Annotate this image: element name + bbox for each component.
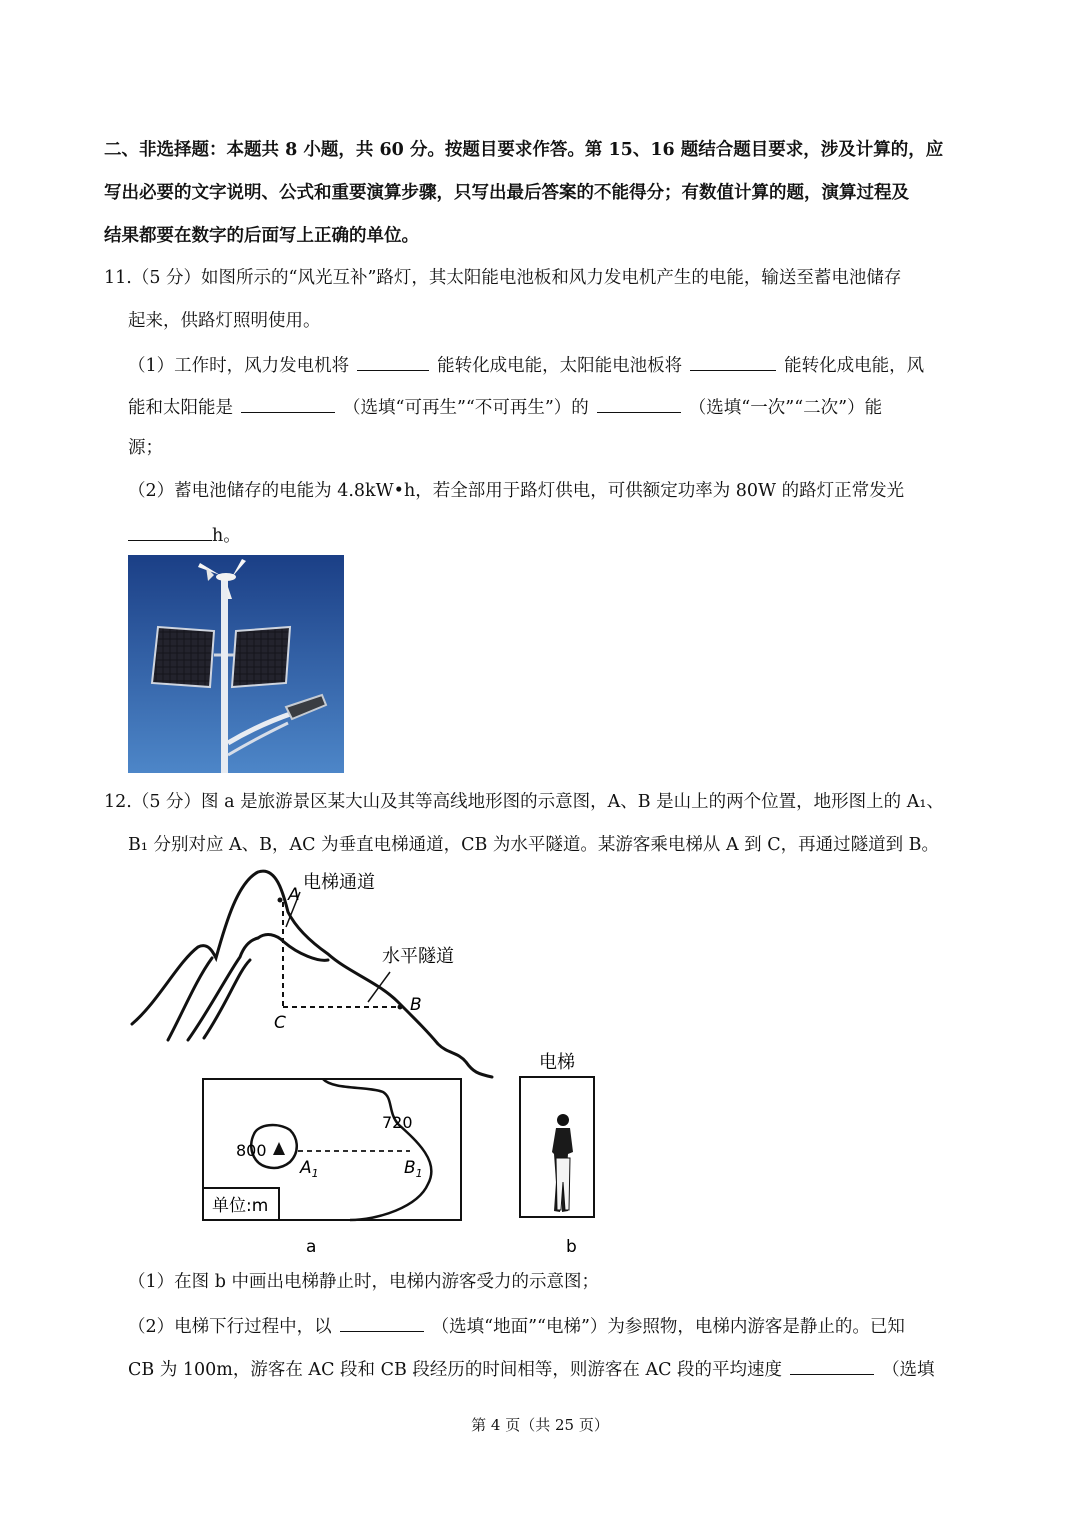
- q11-part1-text-a: （1）工作时，风力发电机将: [128, 356, 350, 376]
- section-header-line-3: 结果都要在数字的后面写上正确的单位。: [104, 226, 419, 246]
- q11-part1-text-c: 能转化成电能，风: [784, 356, 925, 376]
- street-lamp-illustration: [128, 555, 344, 773]
- q11-stem-line-2: 起来，供路灯照明使用。: [128, 311, 321, 331]
- answer-blank[interactable]: [690, 352, 776, 371]
- q11-part1-line-2: [128, 394, 882, 420]
- q12-part2-line-2: [128, 1356, 935, 1382]
- answer-blank[interactable]: [128, 522, 212, 541]
- q11-part1-text-f: （选填“一次”“二次”）能: [688, 398, 883, 418]
- q12-part2-line-1: [128, 1313, 905, 1339]
- q11-part1-line-1: [128, 352, 924, 378]
- q12-stem-line-1: 12.（5 分）图 a 是旅游景区某大山及其等高线地形图的示意图，A、B 是山上的两个位置，地形图上的 A₁、: [104, 792, 944, 812]
- q12-part2-text-c: CB 为 100m，游客在 AC 段和 CB 段经历的时间相等，则游客在 AC 段的平均速度: [128, 1360, 783, 1380]
- q11-part2-line-2: [128, 522, 241, 548]
- q11-part1-line-3: 源；: [128, 438, 163, 458]
- q12-part2-text-b: （选填“地面”“电梯”）为参照物，电梯内游客是静止的。已知: [431, 1317, 905, 1337]
- answer-blank[interactable]: [357, 352, 429, 371]
- unit-label: 单位:m: [212, 1196, 269, 1216]
- mountain-figure: [128, 862, 598, 1262]
- section-header-line-2: 写出必要的文字说明、公式和重要演算步骤，只写出最后答案的不能得分；有数值计算的题，演算过程及: [104, 183, 909, 203]
- answer-blank[interactable]: [340, 1313, 424, 1332]
- label-point-b: B: [410, 995, 422, 1015]
- label-elevator-channel: 电梯通道: [303, 872, 375, 893]
- point-a-marker: [278, 898, 283, 903]
- caption-a: a: [306, 1237, 317, 1257]
- label-b1: $B_1$: [404, 1158, 423, 1180]
- caption-b: b: [566, 1237, 577, 1257]
- contour-label-800: 800: [236, 1141, 267, 1160]
- q12-part2-text-a: （2）电梯下行过程中，以: [128, 1317, 332, 1337]
- label-elevator: 电梯: [539, 1052, 575, 1073]
- q11-part1-text-b: 能转化成电能，太阳能电池板将: [437, 356, 683, 376]
- answer-blank[interactable]: [241, 394, 335, 413]
- q12-part2-text-d: （选填: [882, 1360, 935, 1380]
- mountain-diagram: [128, 862, 598, 1262]
- q12-stem-line-2: B₁ 分别对应 A、B，AC 为垂直电梯通道，CB 为水平隧道。某游客乘电梯从 A 到 C，再通过隧道到 B。: [128, 835, 940, 855]
- section-header-line-1: 二、非选择题：本题共 8 小题，共 60 分。按题目要求作答。第 15、16 题结合题目要求，涉及计算的，应: [104, 140, 944, 160]
- q11-part2-line-1: （2）蓄电池储存的电能为 4.8kW•h，若全部用于路灯供电，可供额定功率为 80W 的路灯正常发光: [128, 481, 905, 501]
- label-a1: $A_1$: [300, 1158, 319, 1180]
- contour-label-720: 720: [382, 1113, 413, 1132]
- page-footer: 第 4 页（共 25 页）: [471, 1416, 609, 1434]
- q12-part1: （1）在图 b 中画出电梯静止时，电梯内游客受力的示意图；: [128, 1272, 599, 1292]
- answer-blank[interactable]: [790, 1356, 874, 1375]
- q11-stem-line-1: 11.（5 分）如图所示的“风光互补”路灯，其太阳能电池板和风力发电机产生的电能，输送至蓄电池储存: [104, 268, 902, 288]
- label-point-c: C: [274, 1013, 286, 1033]
- q11-part2-text-b: h。: [212, 526, 241, 546]
- street-lamp-photo: [128, 555, 344, 773]
- point-b-marker: [398, 1005, 403, 1010]
- answer-blank[interactable]: [597, 394, 681, 413]
- q11-part1-text-e: （选填“可再生”“不可再生”）的: [343, 398, 589, 418]
- solar-panel-right: [228, 627, 290, 687]
- lamp-pole: [221, 575, 228, 773]
- label-point-a: A: [288, 885, 300, 905]
- label-tunnel: 水平隧道: [382, 946, 454, 967]
- solar-panel-left: [152, 627, 221, 687]
- q11-part1-text-d: 能和太阳能是: [128, 398, 233, 418]
